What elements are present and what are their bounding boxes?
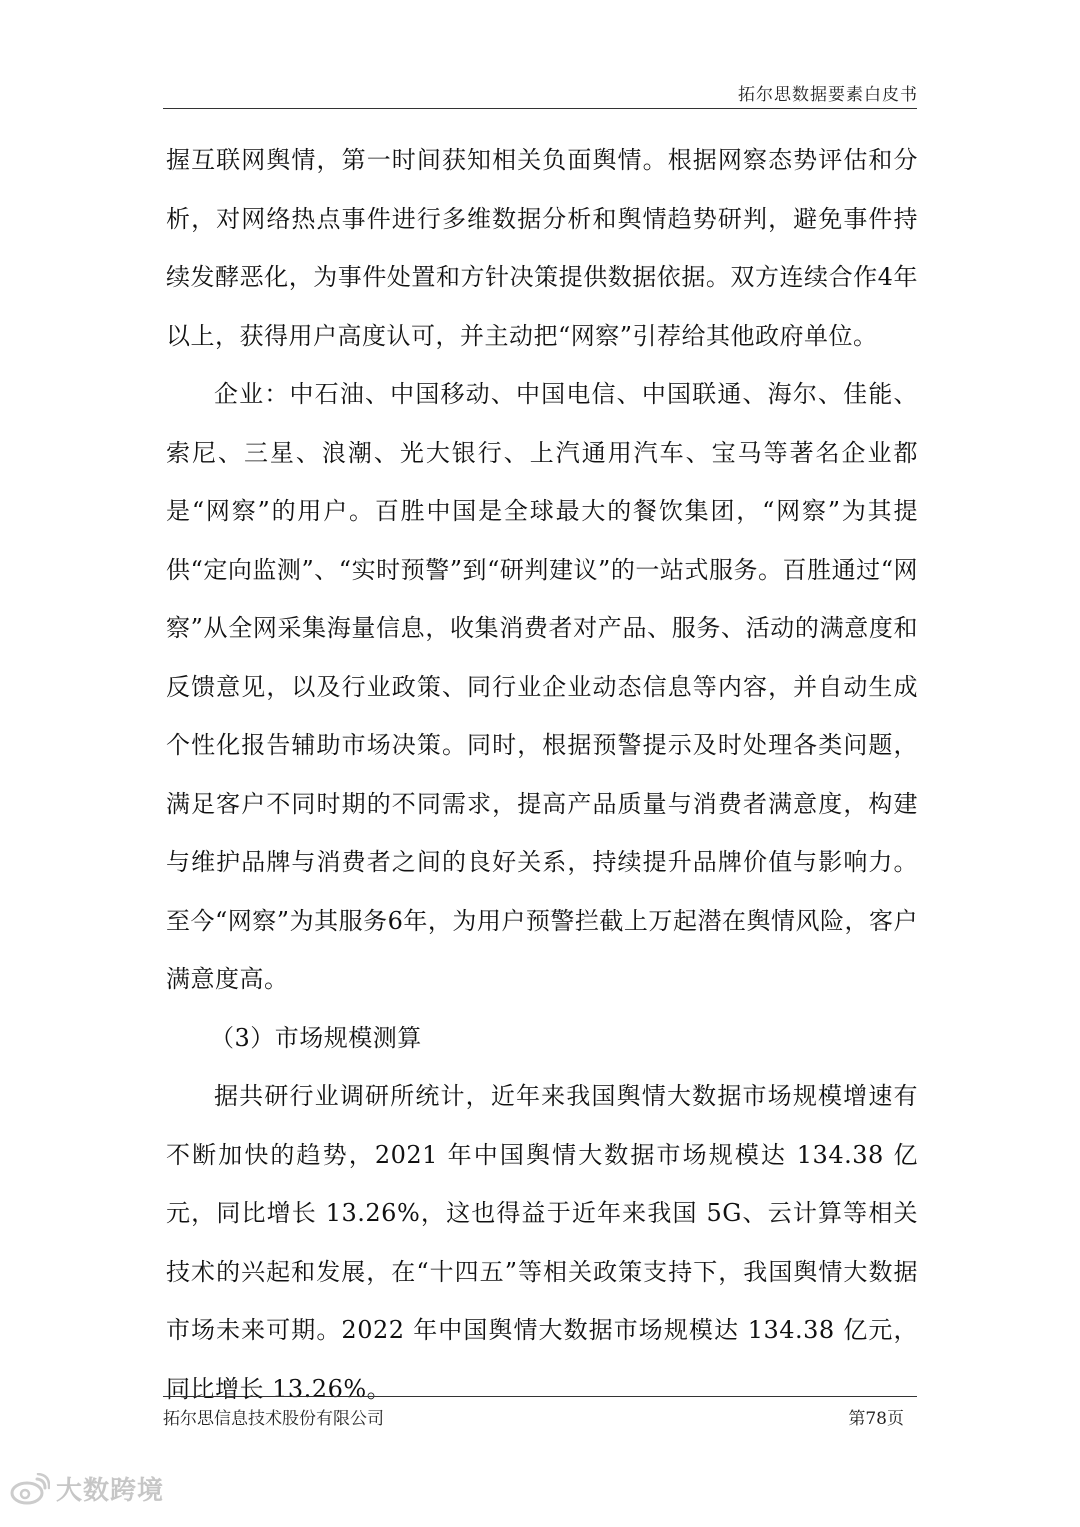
footer-divider	[163, 1396, 917, 1397]
header-title: 拓尔思数据要素白皮书	[738, 85, 918, 105]
watermark	[10, 1470, 164, 1507]
paragraph-market-size: 据共研行业调研所统计，近年来我国舆情大数据市场规模增速有不断加快的趋势，2021 年中国舆情大数据市场规模达 134.38 亿元，同比增长 13.26%，这也得益于近年来我国 5G、云计算等相关技术的兴起和发展，在“十四五”等相关政策支持下，我国舆情大数据市场未来可期。2022 年中国舆情大数据市场规模达 134.38 亿元，同比增长 13.26%。	[166, 1082, 918, 1403]
page-number: 第78页	[848, 1409, 904, 1429]
paragraph-enterprise: 企业：中石油、中国移动、中国电信、中国联通、海尔、佳能、索尼、三星、浪潮、光大银行、上汽通用汽车、宝马等著名企业都是“网察”的用户。百胜中国是全球最大的餐饮集团，“网察”为其提供“定向监测”、“实时预警”到“研判建议”的一站式服务。百胜通过“网察”从全网采集海量信息，收集消费者对产品、服务、活动的满意度和反馈意见，以及行业政策、同行业企业动态信息等内容，并自动生成个性化报告辅助市场决策。同时，根据预警提示及时处理各类问题，满足客户不同时期的不同需求，提高产品质量与消费者满意度，构建与维护品牌与消费者之间的良好关系，持续提升品牌价值与影响力。至今“网察”为其服务6年，为用户预警拦截上万起潜在舆情风险，客户满意度高。	[166, 380, 918, 993]
footer-company: 拓尔思信息技术股份有限公司	[163, 1409, 384, 1429]
section-heading: （3）市场规模测算	[210, 1023, 422, 1052]
weibo-icon	[10, 1473, 50, 1505]
paragraph-continuation: 握互联网舆情，第一时间获知相关负面舆情。根据网察态势评估和分析，对网络热点事件进行多维数据分析和舆情趋势研判，避免事件持续发酵恶化，为事件处置和方针决策提供数据依据。双方连续合作4年以上，获得用户高度认可，并主动把“网察”引荐给其他政府单位。	[166, 146, 918, 350]
header-divider	[163, 108, 917, 109]
body-text	[166, 131, 918, 1418]
watermark-text: 大数跨境	[56, 1476, 165, 1506]
